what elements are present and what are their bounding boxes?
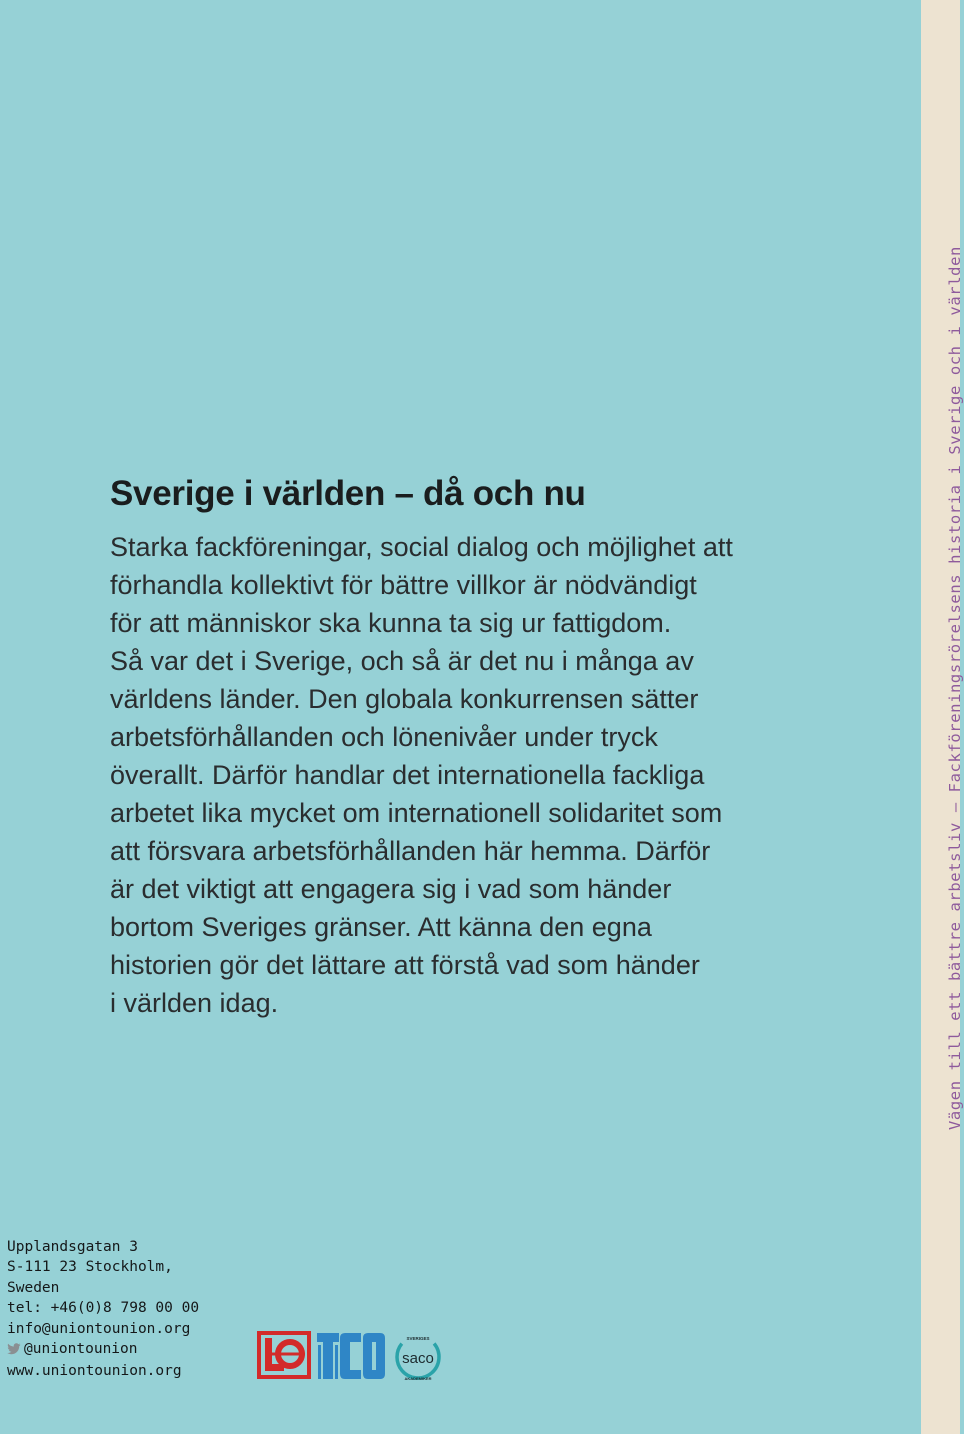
saco-logo	[392, 1331, 444, 1383]
website-link[interactable]: www.uniontounion.org	[7, 1363, 182, 1380]
twitter-bird-icon	[7, 1341, 21, 1361]
address-country: Sweden	[7, 1279, 60, 1296]
body-line: världens länder. Den globala konkurrensen sätter	[110, 684, 699, 714]
saco-wordmark: saco	[402, 1350, 434, 1367]
body-line: förhandla kollektivt för bättre villkor är nödvändigt	[110, 570, 697, 600]
address-city: S-111 23 Stockholm,	[7, 1259, 173, 1276]
body-line: att försvara arbetsförhållanden här hemma. Därför	[110, 836, 711, 866]
twitter-row[interactable]	[7, 1339, 199, 1361]
body-line: Så var det i Sverige, och så är det nu i många av	[110, 646, 694, 676]
body-line: arbetet lika mycket om internationell solidaritet som	[110, 798, 723, 828]
address-street: Upplandsgatan 3	[7, 1239, 138, 1255]
body-text	[110, 528, 810, 1022]
twitter-handle: @uniontounion	[24, 1341, 138, 1358]
body-line: bortom Sveriges gränser. Att känna den egna	[110, 912, 652, 942]
contact-block	[7, 1237, 199, 1382]
body-line: är det viktigt att engagera sig i vad som händer	[110, 874, 672, 904]
phone-number: tel: +46(0)8 798 00 00	[7, 1300, 200, 1317]
page-title: Sverige i världen – då och nu	[110, 474, 586, 513]
body-line: i världen idag.	[110, 988, 279, 1018]
body-line: för att människor ska kunna ta sig ur fattigdom.	[110, 608, 672, 638]
saco-ring-top: SVERIGES	[406, 1336, 430, 1341]
email-link[interactable]: info@uniontounion.org	[7, 1320, 191, 1337]
body-line: Starka fackföreningar, social dialog och möjlighet att	[110, 532, 733, 562]
spine-title: Vägen till ett bättre arbetsliv – Fackföreningsrörelsens historia i Sverige och i världen	[946, 246, 964, 1130]
saco-ring-bottom: AKADEMIKER	[404, 1376, 432, 1381]
tco-logo	[317, 1332, 385, 1379]
body-line: arbetsförhållanden och lönenivåer under tryck	[110, 722, 658, 752]
body-line: historien gör det lättare att förstå vad som händer	[110, 950, 700, 980]
lo-logo	[257, 1331, 311, 1379]
body-line: överallt. Därför handlar det internationella fackliga	[110, 760, 705, 790]
